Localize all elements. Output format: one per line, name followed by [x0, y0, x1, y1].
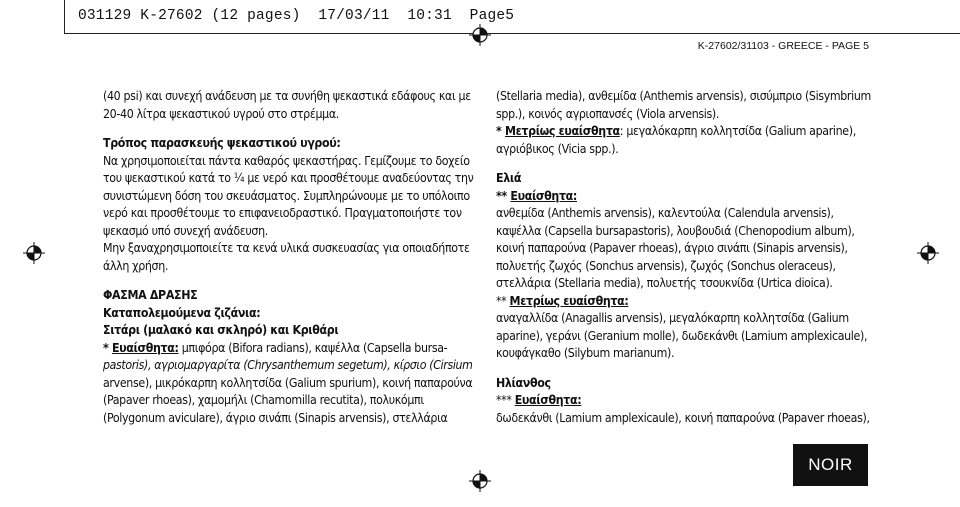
text-line: 20-40 λίτρα ψεκαστικού υγρού στο στρέμμα. [103, 106, 339, 121]
text-line: κοινή παπαρούνα (Papaver rhoeas), άγριο σινάπι (Sinapis arvensis), [496, 241, 848, 255]
text-line: Να χρησιμοποιείται πάντα καθαρός ψεκαστήρας. Γεμίζουμε το δοχείο [103, 153, 470, 168]
text-line: στελλάρια (Stellaria media), πολυετής τσουκνίδα (Urtica dioica). [496, 276, 833, 290]
right-column [496, 88, 871, 427]
color-badge: NOIR [793, 444, 868, 486]
text-line: συνιστώμενη δόση του σκευάσματος. Συμπληρώνουμε με το υπόλοιπο [103, 188, 470, 203]
text-line: (Papaver rhoeas), χαμομήλι (Chamomilla recutita), πολυκόμπι [103, 393, 424, 407]
text-line: ψεκασμό υπό συνεχή ανάδευση. [103, 223, 268, 238]
text-line: άλλη χρήση. [103, 258, 169, 273]
registration-mark-icon [917, 242, 939, 264]
text-line: καψέλλα (Capsella bursapastoris), λουβουδιά (Chenopodium album), [496, 223, 855, 238]
sensitivity-label: Ευαίσθητα: [111, 340, 179, 355]
sensitivity-label: Μετρίως ευαίσθητα [504, 124, 620, 138]
text-line: (Polygonum aviculare), άγριο σινάπι (Sinapis arvensis), στελλάρια [103, 410, 448, 425]
crop-heading: Ελιά [496, 171, 522, 185]
section-heading: Τρόπος παρασκευής ψεκαστικού υγρού: [103, 136, 341, 150]
text-line: spp.), κοινός αγριοπανσές (Viola arvensis). [496, 106, 720, 121]
text-line: ανθεμίδα (Anthemis arvensis), καλεντούλα (Calendula arvensis), [496, 206, 834, 220]
text-line: νερό και προσθέτουμε το επιφανειοδραστικό. Πραγματοποιήστε τον [103, 206, 462, 220]
sensitivity-label: Μετρίως ευαίσθητα: [509, 293, 629, 308]
text-line: ** Ευαίσθητα: [496, 188, 577, 203]
text-line: arvense), μικρόκαρπη κολλητσίδα (Galium spurium), κοινή παπαρούνα [103, 375, 473, 390]
text-line: (40 psi) και συνεχή ανάδευση με τα συνήθη ψεκαστικά εδάφους και με [103, 89, 471, 103]
print-slug: 031129 K-27602 (12 pages) 17/03/11 10:31 Page5 [78, 8, 515, 24]
page-reference: K-27602/31103 - GREECE - PAGE 5 [697, 40, 869, 52]
text-line: αγριόβικος (Vicia spp.). [496, 141, 619, 156]
text-line: ** Μετρίως ευαίσθητα: [496, 293, 629, 308]
text-line: * Ευαίσθητα: μπιφόρα (Bifora radians), καψέλλα (Capsella bursa- [103, 340, 448, 355]
text-line: αναγαλλίδα (Anagallis arvensis), μεγαλόκαρπη κολλητσίδα (Galium [496, 311, 849, 325]
sensitivity-label: Ευαίσθητα: [510, 188, 577, 203]
left-column [103, 88, 473, 427]
text-line: Μην ξαναχρησιμοποιείτε τα κενά υλικά συσκευασίας για οποιαδήποτε [103, 241, 470, 255]
registration-mark-icon [469, 24, 491, 46]
crop-heading: Ηλίανθος [496, 375, 551, 390]
text-line: δωδεκάνθι (Lamium amplexicaule), κοινή παπαρούνα (Papaver rhoeas), [496, 410, 870, 425]
text-line: * Μετρίως ευαίσθητα: μεγαλόκαρπη κολλητσίδα (Galium aparine), [496, 124, 856, 138]
crop-heading: Σιτάρι (μαλακό και σκληρό) και Κριθάρι [103, 323, 339, 337]
subheading: Καταπολεμούμενα ζιζάνια: [103, 305, 261, 320]
section-heading: ΦΑΣΜΑ ΔΡΑΣΗΣ [103, 288, 198, 302]
text-line: κουφάγκαθο (Silybum marianum). [496, 346, 675, 360]
text-line: pastoris), αγριομαργαρίτα (Chrysanthemum segetum), κίρσιο (Cirsium [103, 358, 473, 372]
text-line: aparine), γεράνι (Geranium molle), δωδεκάνθι (Lamium amplexicaule), [496, 328, 868, 343]
text-line: (Stellaria media), ανθεμίδα (Anthemis arvensis), σισύμπριο (Sisymbrium [496, 89, 871, 103]
trim-mark [64, 0, 65, 33]
registration-mark-icon [23, 242, 45, 264]
text-line: πολυετής ζωχός (Sonchus arvensis), ζωχός (Sonchus oleraceus), [496, 258, 836, 273]
text-line: του ψεκαστικού κατά το ¼ με νερό και προσθέτουμε αναδεύοντας την [103, 171, 474, 185]
sensitivity-label: Ευαίσθητα: [514, 393, 582, 407]
registration-mark-icon [469, 470, 491, 492]
text-line: *** Ευαίσθητα: [496, 393, 582, 407]
